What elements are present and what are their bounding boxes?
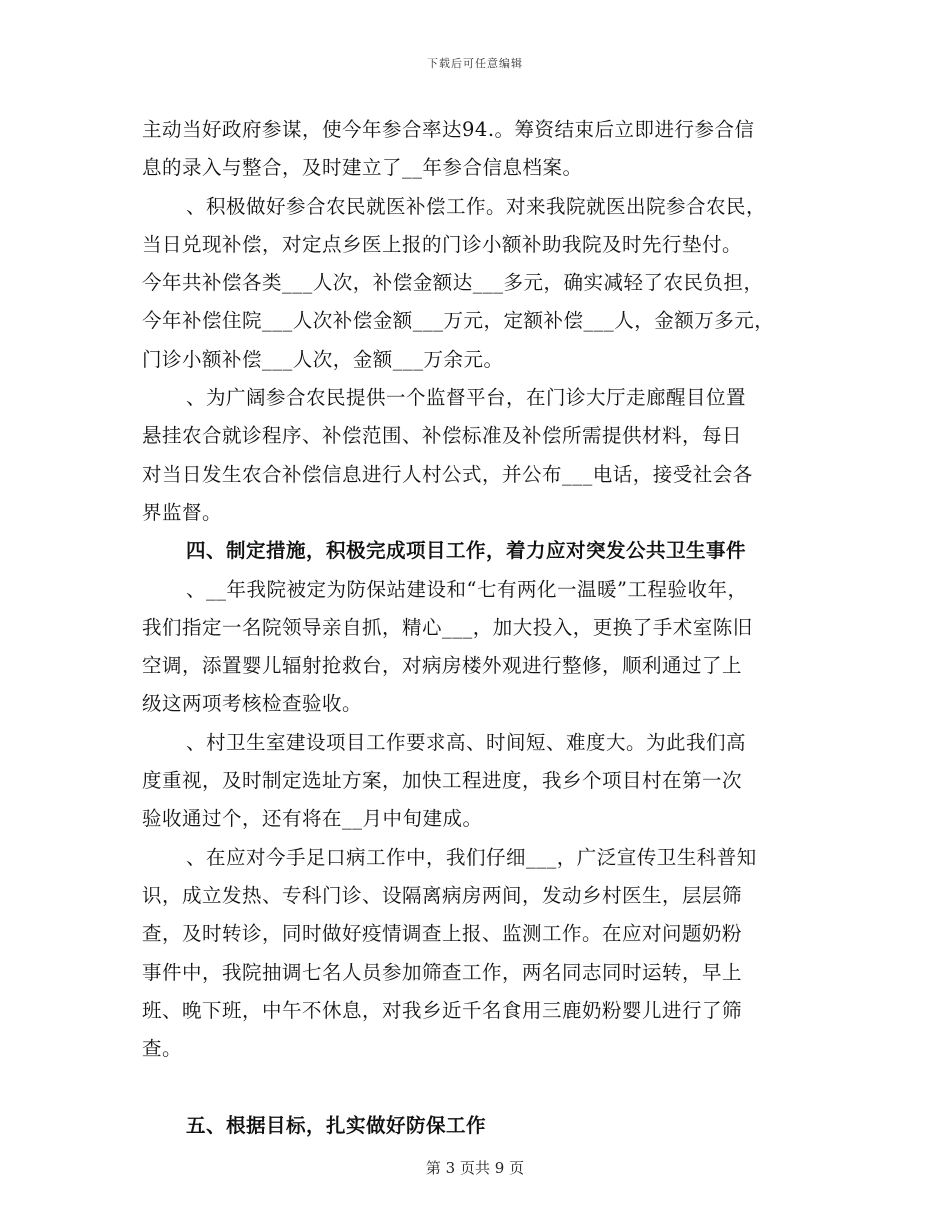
body-text-line: 当日兑现补偿，对定点乡医上报的门诊小额补助我院及时先行垫付。 bbox=[142, 232, 743, 256]
paragraph-lines bbox=[142, 111, 814, 1145]
page-number-footer: 第 3 页共 9 页 bbox=[425, 1159, 525, 1177]
body-text-line: 、为广阔参合农民提供一个监督平台，在门诊大厅走廊醒目位置 bbox=[186, 386, 747, 410]
section-heading-line: 五、根据目标，扎实做好防保工作 bbox=[186, 1113, 487, 1137]
body-text-line: 、积极做好参合农民就医补偿工作。对来我院就医出院参合农民， bbox=[186, 194, 767, 218]
body-text-line: 班、晚下班，中午不休息，对我乡近千名食用三鹿奶粉婴儿进行了筛 bbox=[142, 998, 743, 1022]
body-text-line: 级这两项考核检查验收。 bbox=[142, 692, 363, 716]
body-text-line: 我们指定一名院领导亲自抓，精心___，加大投入，更换了手术室陈旧 bbox=[142, 615, 753, 639]
body-text-line: 识，成立发热、专科门诊、设隔离病房两间，发动乡村医生，层层筛 bbox=[142, 883, 743, 907]
document-body bbox=[142, 111, 814, 1145]
body-text-line bbox=[142, 1068, 814, 1106]
body-text-line: 查。 bbox=[142, 1037, 183, 1061]
body-text-line: 今年共补偿各类___人次，补偿金额达___多元，确实减轻了农民负担， bbox=[142, 271, 764, 295]
body-text-line: 主动当好政府参谋，使今年参合率达94.。筹资结束后立即进行参合信 bbox=[142, 118, 755, 141]
body-text-line: 、在应对今手足口病工作中，我们仔细___，广泛宣传卫生科普知 bbox=[186, 845, 757, 869]
body-text-line: 今年补偿住院___人次补偿金额___万元，定额补偿___人，金额万多元， bbox=[142, 309, 775, 333]
page-header: 下载后可任意编辑 bbox=[427, 57, 523, 70]
body-text-line: 对当日发生农合补偿信息进行人村公式，并公布___电话，接受社会各 bbox=[142, 462, 753, 486]
body-text-line: 验收通过个，还有将在__月中旬建成。 bbox=[142, 807, 483, 831]
body-text-line: 门诊小额补偿___人次，金额___万余元。 bbox=[142, 347, 504, 371]
body-text-line: 事件中，我院抽调七名人员参加筛查工作，两名同志同时运转，早上 bbox=[142, 960, 743, 984]
body-text-line: 查，及时转诊，同时做好疫情调查上报、监测工作。在应对问题奶粉 bbox=[142, 922, 743, 946]
body-text-line: 空调，添置婴儿辐射抢救台，对病房楼外观进行整修，顺利通过了上 bbox=[142, 654, 743, 678]
body-text-line: 界监督。 bbox=[142, 500, 223, 524]
body-text-line: 、村卫生室建设项目工作要求高、时间短、难度大。为此我们高 bbox=[186, 730, 747, 754]
body-text-line: 悬挂农合就诊程序、补偿范围、补偿标准及补偿所需提供材料，每日 bbox=[142, 424, 743, 448]
body-text-line: 、__年我院被定为防保站建设和“七有两化一温暖”工程验收年， bbox=[186, 577, 748, 601]
body-text-line: 息的录入与整合，及时建立了__年参合信息档案。 bbox=[142, 156, 583, 180]
section-heading-line: 四、制定措施，积极完成项目工作，着力应对突发公共卫生事件 bbox=[186, 539, 747, 563]
body-text-line: 度重视，及时制定选址方案，加快工程进度，我乡个项目村在第一次 bbox=[142, 769, 743, 793]
